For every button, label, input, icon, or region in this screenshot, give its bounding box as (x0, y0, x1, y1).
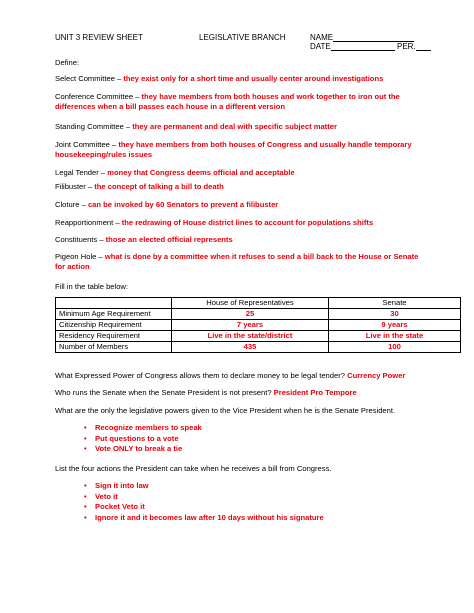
name-blank (333, 33, 414, 42)
definition-answer-continued: differences when a bill passes each house in a different version (55, 102, 285, 111)
definition-term: Joint Committee – (55, 140, 117, 149)
table-header-cell: Senate (329, 298, 461, 309)
definition-answer: they are permanent and deal with specific subject matter (130, 122, 337, 131)
sheet-title: UNIT 3 REVIEW SHEET (55, 33, 143, 42)
table-row (56, 320, 461, 331)
table-cell-senate: Live in the state (329, 331, 461, 342)
definition-answer: what is done by a committee when it refuses to send a bill back to the House or Senate (102, 252, 419, 261)
table-row-label: Citizenship Requirement (56, 320, 172, 331)
unit-topic: LEGISLATIVE BRANCH (199, 33, 286, 42)
table-cell-house: 435 (172, 342, 329, 353)
definition-cloture (55, 200, 278, 210)
list-item: • Vote ONLY to break a tie (84, 444, 183, 454)
question-text: What are the only the legislative powers given to the Vice President when he is the Senate President. (55, 406, 396, 415)
table-row-label: Number of Members (56, 342, 172, 353)
table-row (56, 342, 461, 353)
definition-reapportionment (55, 218, 373, 228)
table-row-label: Residency Requirement (56, 331, 172, 342)
president-actions-list (84, 481, 324, 524)
definition-term: Constituents – (55, 235, 104, 244)
period-blank (416, 42, 431, 51)
definition-conference-committee (55, 92, 400, 112)
name-label: NAME (310, 33, 334, 42)
define-heading: Define: (55, 58, 80, 67)
date-blank (331, 42, 395, 51)
definition-answer: the concept of talking a bill to death (92, 182, 224, 191)
table-row-label: Minimum Age Requirement (56, 309, 172, 320)
table-cell-senate: 9 years (329, 320, 461, 331)
vp-powers-list (84, 423, 202, 455)
definition-legal-tender (55, 168, 295, 178)
table-row (56, 331, 461, 342)
question-text: What Expressed Power of Congress allows them to declare money to be legal tender? (55, 371, 348, 380)
list-item: • Recognize members to speak (84, 423, 202, 432)
bullet-icon: • (84, 481, 87, 490)
definition-answer: money that Congress deems official and acceptable (105, 168, 295, 177)
definition-answer: can be invoked by 60 Senators to prevent a filibuster (85, 200, 279, 209)
president-question: List the four actions the President can take when he receives a bill from Congress. (55, 464, 332, 473)
question-text: Who runs the Senate when the Senate President is not present? (55, 388, 274, 397)
definition-answer: those an elected official represents (103, 235, 233, 244)
definition-filibuster (55, 182, 224, 192)
definition-term: Conference Committee – (55, 92, 140, 101)
list-item: • Put questions to a vote (84, 433, 179, 443)
definition-term: Pigeon Hole – (55, 252, 103, 261)
table-instruction: Fill in the table below: (55, 282, 129, 291)
list-item: • Sign it into law (84, 481, 149, 490)
list-item: • Pocket Veto it (84, 502, 145, 512)
bullet-icon: • (84, 444, 87, 454)
table-cell-senate: 100 (329, 342, 461, 353)
definition-pigeon-hole (55, 252, 418, 272)
definition-constituents (55, 235, 233, 245)
definition-answer: the redrawing of House district lines to account for populations shifts (119, 218, 374, 227)
bullet-icon: • (84, 423, 87, 432)
question-senate-leader (55, 388, 357, 398)
list-item: • Ignore it and it becomes law after 10 days without his signature (84, 513, 324, 523)
table-header-cell (56, 298, 172, 309)
definition-answer: they have members from both houses of Congress and usually handle temporary (116, 140, 412, 149)
date-period-field (310, 42, 431, 51)
name-field (310, 33, 414, 42)
table-cell-senate: 30 (329, 309, 461, 320)
table-row (56, 309, 461, 320)
definition-term: Select Committee – (55, 74, 122, 83)
definition-term: Legal Tender – (55, 168, 106, 177)
definition-answer-continued: for action (55, 262, 90, 271)
definition-term: Cloture – (55, 200, 86, 209)
question-legal-tender (55, 371, 405, 381)
definition-answer: they exist only for a short time and usually center around investigations (121, 74, 384, 83)
definition-term: Standing Committee – (55, 122, 131, 131)
date-label: DATE (310, 42, 331, 51)
table-cell-house: 7 years (172, 320, 329, 331)
list-item: • Veto it (84, 491, 118, 501)
bullet-icon: • (84, 433, 87, 443)
requirements-table (55, 297, 461, 353)
definition-answer-continued: housekeeping/rules issues (55, 150, 153, 159)
definition-joint-committee (55, 140, 412, 160)
question-vp-powers (55, 406, 395, 416)
definition-term: Filibuster – (55, 182, 93, 191)
definition-answer: they have members from both houses and work together to iron out the (139, 92, 400, 101)
definition-select-committee (55, 74, 383, 84)
table-header-cell: House of Representatives (172, 298, 329, 309)
table-cell-house: Live in the state/district (172, 331, 329, 342)
bullet-icon: • (84, 491, 87, 501)
table-cell-house: 25 (172, 309, 329, 320)
definition-standing-committee (55, 122, 337, 132)
bullet-icon: • (84, 502, 87, 512)
definition-term: Reapportionment – (55, 218, 120, 227)
period-label: PER. (396, 42, 416, 51)
question-answer: Currency Power (347, 371, 406, 380)
table-header-row (56, 298, 461, 309)
bullet-icon: • (84, 513, 87, 523)
question-answer: President Pro Tempore (273, 388, 357, 397)
